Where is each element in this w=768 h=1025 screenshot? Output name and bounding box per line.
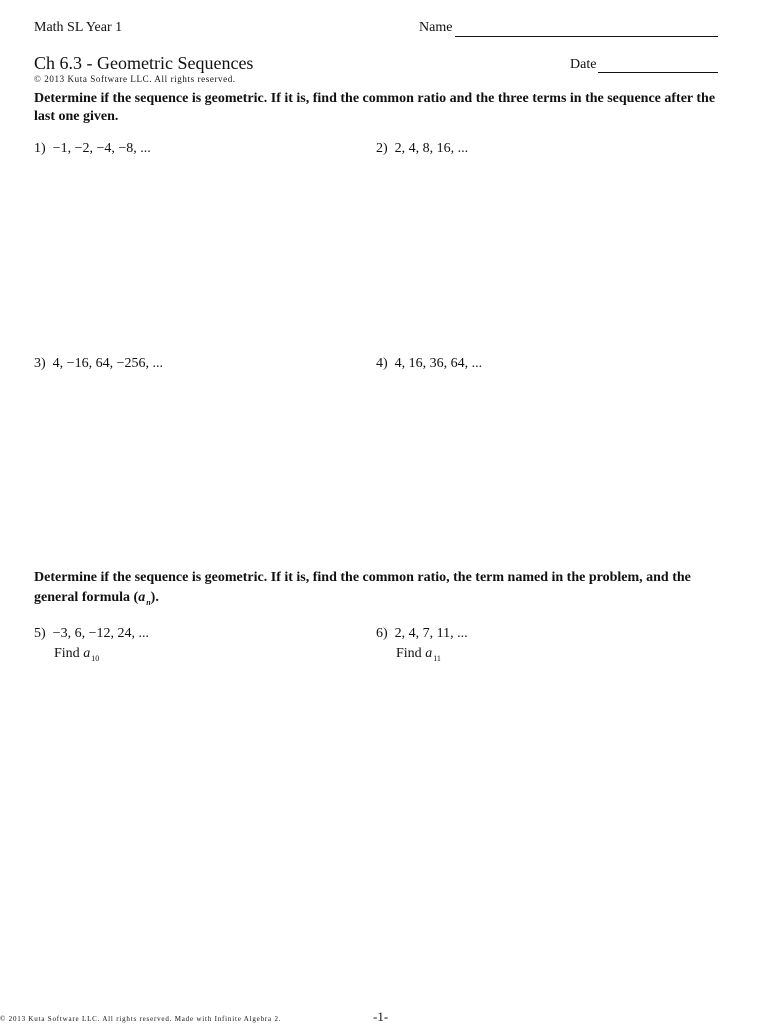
problem-number: 5) (34, 626, 46, 641)
problem-6 (376, 626, 468, 642)
find-variable: a (83, 646, 91, 661)
find-variable: a (425, 646, 433, 661)
problem-4 (376, 356, 482, 372)
instructions-suffix: ). (150, 590, 159, 605)
problem-sequence: −3, 6, −12, 24, ... (52, 626, 149, 641)
find-subscript: 11 (433, 654, 441, 663)
course-name: Math SL Year 1 (34, 20, 123, 35)
instructions-text: Determine if the sequence is geometric. If it is, find the common ratio, the term named in the problem, and the general formula ( (34, 570, 691, 605)
problem-number: 6) (376, 626, 388, 641)
section2-instructions (34, 568, 734, 609)
problem-sequence: 2, 4, 8, 16, ... (394, 141, 469, 156)
problem-number: 1) (34, 141, 46, 156)
footer-copyright: © 2013 Kuta Software LLC. All rights reserved. Made with Infinite Algebra 2. (0, 1015, 282, 1023)
name-blank-line (455, 36, 718, 37)
problem-sequence: 4, 16, 36, 64, ... (394, 356, 483, 371)
problem-sequence: −1, −2, −4, −8, ... (52, 141, 151, 156)
section1-instructions: Determine if the sequence is geometric. If it is, find the common ratio and the three terms in the sequence after the last one given. (34, 91, 716, 124)
name-label: Name (419, 20, 453, 35)
problem-5-find (54, 646, 99, 662)
problem-sequence: 4, −16, 64, −256, ... (52, 356, 163, 371)
problem-1 (34, 141, 151, 157)
header-copyright: © 2013 Kuta Software LLC. All rights reserved. (34, 74, 236, 84)
problem-number: 4) (376, 356, 388, 371)
problem-number: 3) (34, 356, 46, 371)
formula-subscript: n (146, 598, 151, 607)
page-number: -1- (373, 1009, 389, 1024)
find-subscript: 10 (91, 654, 100, 663)
formula-variable: a (138, 590, 146, 605)
date-label: Date (570, 57, 597, 72)
problem-5 (34, 626, 149, 642)
problem-3 (34, 356, 163, 372)
worksheet-title: Ch 6.3 - Geometric Sequences (34, 53, 254, 73)
problem-number: 2) (376, 141, 388, 156)
problem-sequence: 2, 4, 7, 11, ... (394, 626, 468, 641)
problem-6-find (396, 646, 441, 662)
find-label: Find (54, 646, 80, 661)
problem-2 (376, 141, 468, 157)
date-blank-line (598, 72, 718, 73)
find-label: Find (396, 646, 422, 661)
